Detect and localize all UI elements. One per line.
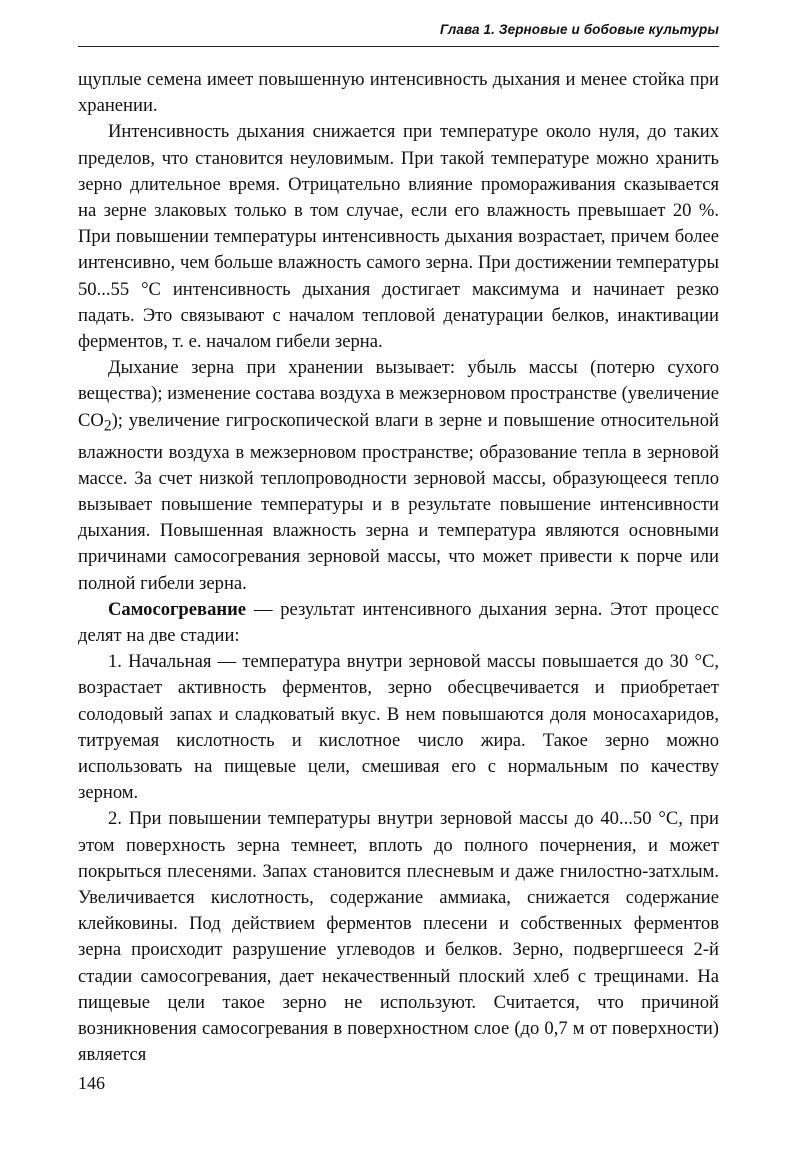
paragraph-continuation: щуплые семена имеет повышенную интенсивность дыхания и менее стойка при хранении. <box>78 69 719 117</box>
page-number: 146 <box>78 1073 105 1093</box>
body-text <box>78 67 719 1068</box>
defined-term: Самосогревание <box>108 598 247 620</box>
paragraph-stage-2: 2. При повышении температуры внутри зерновой массы до 40...50 °С, при этом поверхность зерна темнеет, вплоть до полного почернения, и может покрыться плесенями. Запах становится плесневым и даже гнилостно-затхлым. Увеличивается кислотность, содержание аммиака, снижается содержание клейковины. Под действием ферментов плесени и собственных ферментов зерна происходит разрушение углеводов и белков. Зерно, подвергшееся 2-й стадии самосогревания, дает некачественный плоский хлеб с трещинами. На пищевые цели такое зерно не используют. Считается, что причиной возникновения самосогревания в поверхностном слое (до 0,7 м от поверхности) является <box>78 808 719 1066</box>
text-segment: ); увеличение гигроскопической влаги в зерне и повышение относительной влажности воздуха в межзерновом пространстве; образование тепла в зерновой массе. За счет низкой теплопроводности зерновой массы, образующееся тепло вызывает повышение температуры и в результате повышение интенсивности дыхания. Повышенная влажность зерна и температура являются основными причинами самосогревания зерновой массы, что может привести к порче или полной гибели зерна. <box>78 409 719 594</box>
text-segment: — результат интенсивного дыхания зерна. Этот процесс делят на две стадии: <box>78 598 719 646</box>
paragraph-self-heating-definition <box>78 597 719 649</box>
paragraph-respiration-temperature: Интенсивность дыхания снижается при температуре около нуля, до таких пределов, что становится неуловимым. При такой температуре можно хранить зерно длительное время. Отрицательно влияние промораживания сказывается на зерне злаковых только в том случае, если его влажность превышает 20 %. При повышении температуры интенсивность дыхания возрастает, причем более интенсивно, чем больше влажность самого зерна. При достижении температуры 50...55 °С интенсивность дыхания достигает максимума и начинает резко падать. Это связывают с началом тепловой денатурации белков, инактивации ферментов, т. е. началом гибели зерна. <box>78 121 719 353</box>
subscript: 2 <box>103 417 112 435</box>
running-head: Глава 1. Зерновые и бобовые культуры <box>78 22 719 47</box>
paragraph-respiration-effects <box>78 355 719 597</box>
paragraph-stage-1: 1. Начальная — температура внутри зерновой массы повышается до 30 °С, возрастает активность ферментов, зерно обесцвечивается и приобретает солодовый запах и сладковатый вкус. В нем повышаются доля моносахаридов, титруемая кислотность и кислотное число жира. Такое зерно можно использовать на пищевые цели, смешивая его с нормальным по качеству зерном. <box>78 651 719 804</box>
text-segment: Дыхание зерна при хранении вызывает: убыль массы (потерю сухого вещества); изменение состава воздуха в межзерновом пространстве (увеличение CO <box>78 357 719 431</box>
